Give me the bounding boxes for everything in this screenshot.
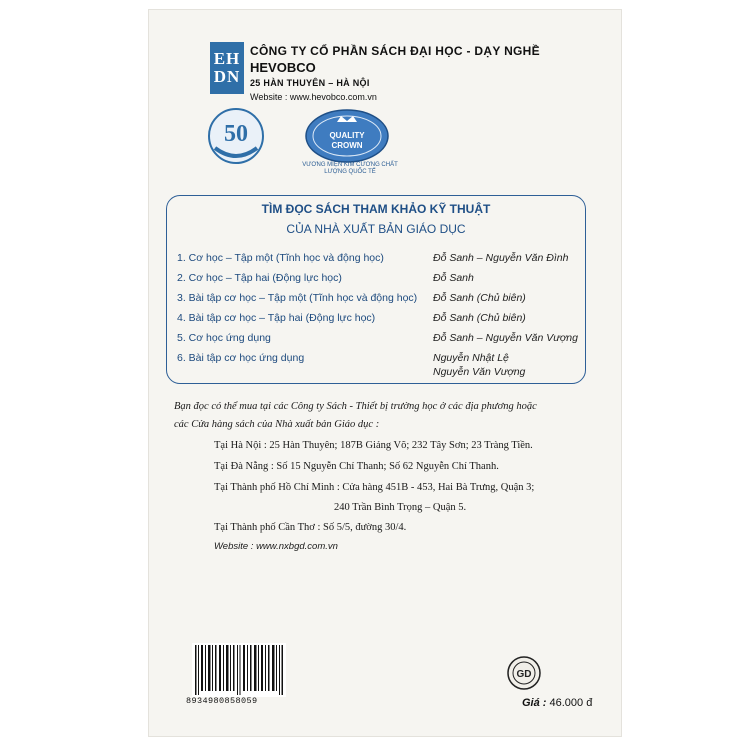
book-title: 6. Bài tập cơ học ứng dụng xyxy=(177,352,305,364)
barcode xyxy=(192,643,286,697)
recommended-books-box xyxy=(166,195,586,384)
purchase-intro-2: các Cửa hàng sách của Nhà xuất bản Giáo dục : xyxy=(174,419,380,430)
price-value: 46.000 đ xyxy=(549,697,593,709)
book-title: 3. Bài tập cơ học – Tập một (Tĩnh học và động học) xyxy=(177,292,418,304)
book-author: Đỗ Sanh (Chủ biên) xyxy=(433,312,526,324)
company-brand: HEVOBCO xyxy=(250,60,316,75)
store-hanoi: Tại Hà Nội : 25 Hàn Thuyên; 187B Giảng Võ; 232 Tây Sơn; 23 Tràng Tiền. xyxy=(214,440,533,451)
recommend-title: TÌM ĐỌC SÁCH THAM KHẢO KỸ THUẬT xyxy=(261,202,491,216)
barcode-number: 8934980858059 xyxy=(186,696,258,706)
publisher-seal-icon xyxy=(506,655,542,691)
nxbgd-website: Website : www.nxbgd.com.vn xyxy=(214,541,338,552)
svg-text:CROWN: CROWN xyxy=(331,141,363,150)
ehdn-logo: EH DN xyxy=(210,42,244,94)
svg-text:GD: GD xyxy=(516,669,532,680)
book-author: Đỗ Sanh – Nguyễn Văn Vượng xyxy=(433,332,578,344)
company-address: 25 HÀN THUYÊN – HÀ NỘI xyxy=(250,78,370,88)
quality-crown-logo xyxy=(304,108,390,164)
book-author-2: Nguyễn Văn Vượng xyxy=(433,366,526,378)
company-name: CÔNG TY CỔ PHẦN SÁCH ĐẠI HỌC - DẠY NGHỀ xyxy=(250,44,540,58)
book-author: Đỗ Sanh – Nguyễn Văn Đình xyxy=(433,252,569,264)
store-cantho: Tại Thành phố Cần Thơ : Số 5/5, đường 30/4. xyxy=(214,522,407,533)
company-website: Website : www.hevobco.com.vn xyxy=(250,92,377,102)
company-info xyxy=(250,44,590,102)
book-title: 1. Cơ học – Tập một (Tĩnh học và động học) xyxy=(177,252,384,264)
anniversary-50-logo xyxy=(205,106,267,166)
book-author: Nguyễn Nhật Lệ xyxy=(433,352,509,364)
book-title: 5. Cơ học ứng dụng xyxy=(177,332,271,344)
book-author: Đỗ Sanh xyxy=(433,272,474,284)
svg-text:QUALITY: QUALITY xyxy=(329,131,365,140)
book-author: Đỗ Sanh (Chủ biên) xyxy=(433,292,526,304)
recommend-subtitle: CỦA NHÀ XUẤT BẢN GIÁO DỤC xyxy=(286,222,466,236)
price xyxy=(522,697,592,709)
book-title: 4. Bài tập cơ học – Tập hai (Động lực học) xyxy=(177,312,376,324)
book-title: 2. Cơ học – Tập hai (Động lực học) xyxy=(177,272,342,284)
store-hcm-1: Tại Thành phố Hồ Chí Minh : Cửa hàng 451B - 453, Hai Bà Trưng, Quận 3; xyxy=(214,482,535,493)
svg-text:50: 50 xyxy=(224,121,248,147)
crown-caption: VƯƠNG MIỆN KIM CƯƠNG CHẤT LƯỢNG QUỐC TẾ xyxy=(302,162,398,175)
store-danang: Tại Đà Nẵng : Số 15 Nguyễn Chí Thanh; Số 62 Nguyễn Chí Thanh. xyxy=(214,461,499,472)
store-hcm-2: 240 Trần Bình Trọng – Quận 5. xyxy=(334,502,467,513)
price-label: Giá : xyxy=(522,697,547,709)
purchase-intro-1: Bạn đọc có thể mua tại các Công ty Sách - Thiết bị trường học ở các địa phương hoặc xyxy=(174,401,537,412)
